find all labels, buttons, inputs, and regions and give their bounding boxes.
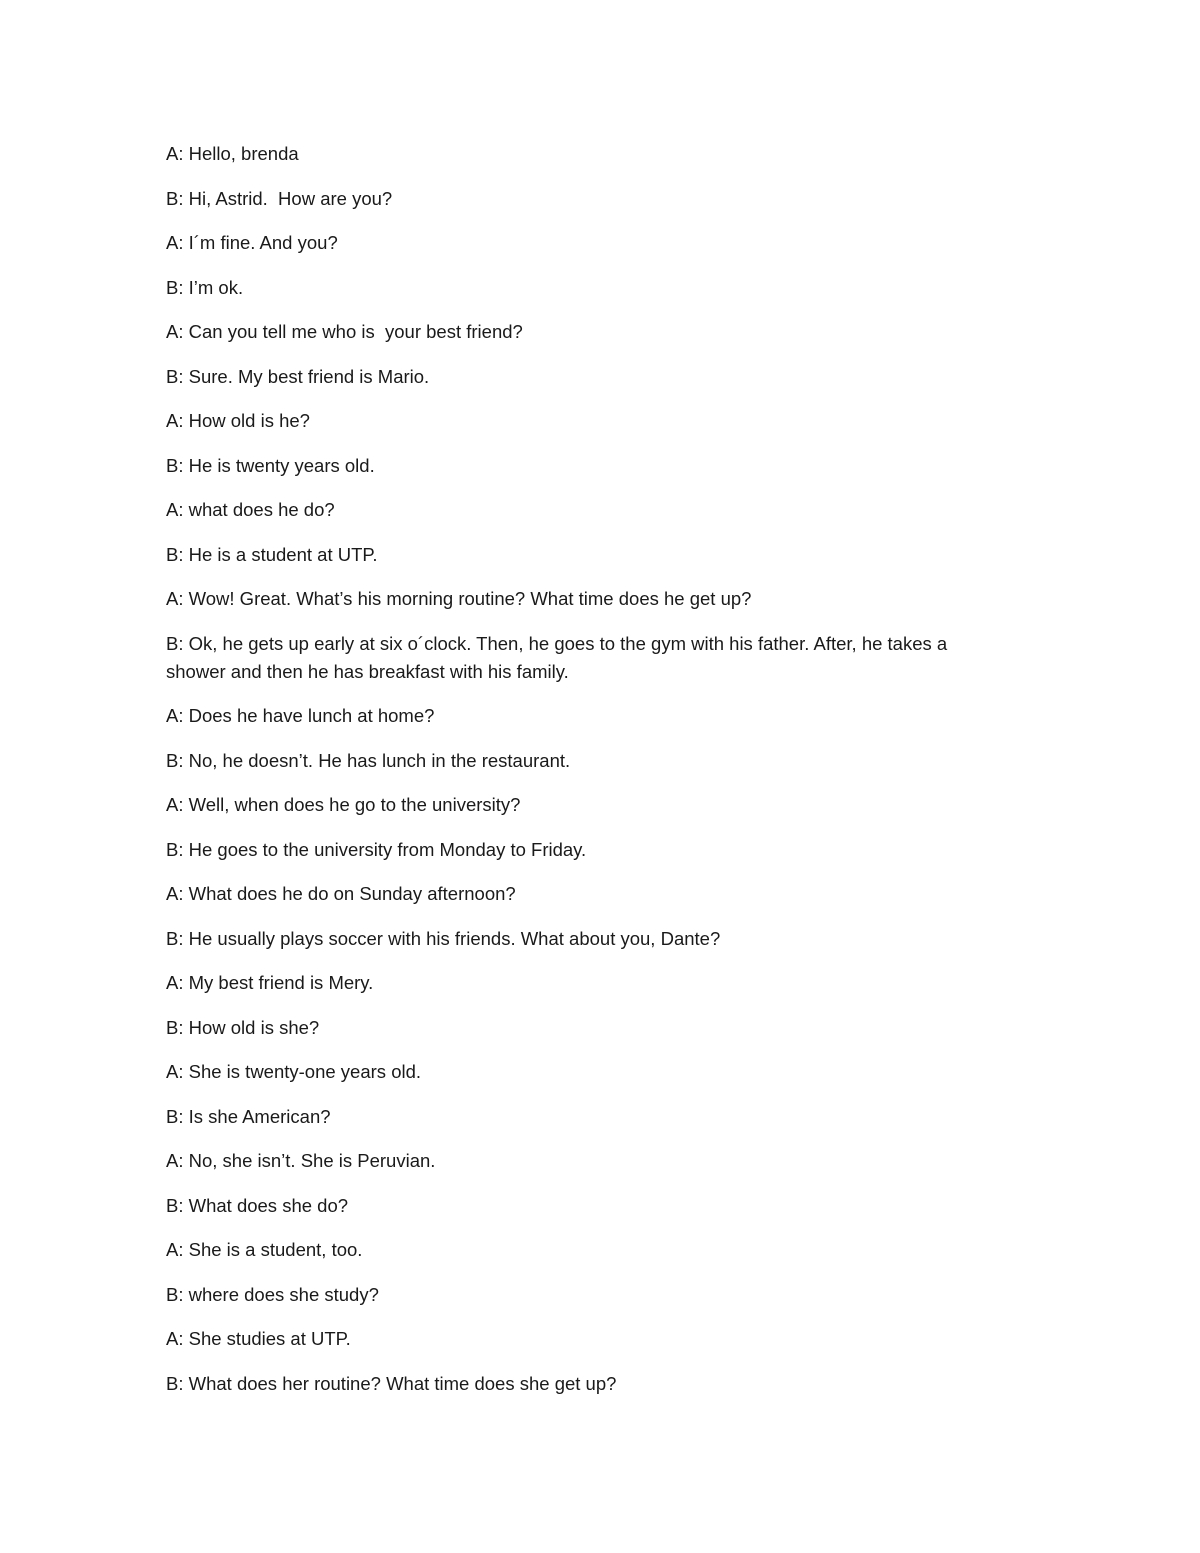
dialogue-line: A: Hello, brenda	[166, 143, 299, 164]
dialogue-line: B: He usually plays soccer with his friends. What about you, Dante?	[166, 927, 721, 949]
dialogue-line: B: What does she do?	[166, 1194, 349, 1216]
dialogue-line: B: Ok, he gets up early at six o´clock. Then, he goes to the gym with his father. After, he takes a shower and then he has breakfast with his family.	[166, 632, 953, 682]
dialogue-line: B: where does she study?	[166, 1283, 379, 1305]
dialogue-line: A: Does he have lunch at home?	[166, 705, 435, 726]
dialogue	[166, 140, 1006, 1414]
dialogue-line: B: What does her routine? What time does she get up?	[166, 1372, 617, 1394]
dialogue-line: B: Hi, Astrid. How are you?	[166, 187, 393, 209]
dialogue-line: B: No, he doesn’t. He has lunch in the restaurant.	[166, 749, 571, 771]
dialogue-line: A: She is a student, too.	[166, 1239, 363, 1260]
dialogue-line: A: Well, when does he go to the university?	[166, 794, 521, 815]
dialogue-line: A: Wow! Great. What’s his morning routine? What time does he get up?	[166, 588, 752, 609]
dialogue-line: A: She is twenty-one years old.	[166, 1061, 422, 1082]
dialogue-line: A: How old is he?	[166, 410, 310, 431]
dialogue-line: B: How old is she?	[166, 1016, 320, 1038]
dialogue-line: A: My best friend is Mery.	[166, 972, 374, 993]
dialogue-line: A: I´m fine. And you?	[166, 232, 338, 253]
dialogue-line: B: He is twenty years old.	[166, 454, 375, 476]
dialogue-line: A: Can you tell me who is your best friend?	[166, 321, 523, 342]
dialogue-line: B: He goes to the university from Monday to Friday.	[166, 838, 587, 860]
dialogue-line: B: I’m ok.	[166, 276, 244, 298]
dialogue-line: A: No, she isn’t. She is Peruvian.	[166, 1150, 436, 1171]
dialogue-line: A: She studies at UTP.	[166, 1328, 351, 1349]
dialogue-line: B: Sure. My best friend is Mario.	[166, 365, 430, 387]
dialogue-line: A: What does he do on Sunday afternoon?	[166, 883, 516, 904]
dialogue-line: B: He is a student at UTP.	[166, 543, 378, 565]
dialogue-line: A: what does he do?	[166, 499, 335, 520]
dialogue-line: B: Is she American?	[166, 1105, 331, 1127]
